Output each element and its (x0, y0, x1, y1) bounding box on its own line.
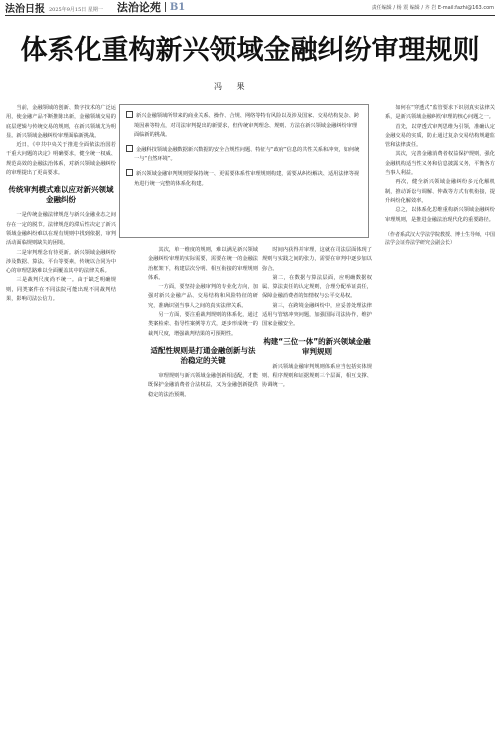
square-bullet-icon (126, 111, 133, 118)
paragraph: 第三，在跨境金融纠纷中，应妥善处理法律适用与管辖冲突问题，加强国际司法协作，维护国家金融安全。 (262, 302, 372, 328)
paragraph: 三是裁判尺度尚不统一。由于缺乏明确规则，同类案件在不同法院可能出现不同裁判结果，影响司法公信力。 (6, 277, 116, 303)
section-number: B1 (169, 1, 186, 13)
paragraph: 近日，《中共中央关于推进全面依法治国若干重大问题的决定》明确要求，健全统一权威、规范高效的金融法治体系，对新兴领域金融纠纷的审理提出了更高要求。 (6, 142, 116, 177)
abstract-box (119, 104, 369, 238)
header-rule (5, 15, 495, 16)
abstract-item: 金融科技领域金融数据新兴数据的安全合规性问题、特征与“政府”信息的共性关系和冲突，如何统一与“自然环境”。 (126, 145, 362, 165)
column-2 (148, 246, 258, 744)
editor-credits: 责任编辑 / 杨 震 编辑 / 齐 岩 E-mail:fazhi@163.com (371, 5, 494, 11)
paragraph: 其次，单一维度的规则，难以满足新兴领域金融纠纷审理的实际需要，需要在统一的金融法治框架下，构建层次分明、相互衔接的审理规则体系。 (148, 247, 258, 281)
paragraph: 审理规则与新兴领域金融创新相适配，才能既保护金融消费者合法权益，又为金融创新提供稳定的法治预期。 (148, 372, 258, 398)
abstract-item: 新兴领域金融审判规则要保持统一、更需要体系性审理规则构建，需要从纠纷解决、适用法律等视角进行统一完整的体系化构建。 (126, 169, 362, 189)
article-author: 冯 果 (214, 82, 251, 91)
paragraph: 总之，以体系化思维重构新兴领域金融纠纷审理规则，是推进金融法治现代化的重要路径。 (385, 207, 495, 223)
paragraph: 其次，完善金融消费者权益保护规则，强化金融机构适当性义务和信息披露义务，平衡各方当事人利益。 (385, 151, 495, 177)
section-subhead: 构建“三位一体”的新兴领域金融审判规则 (263, 336, 371, 356)
column-4 (385, 104, 495, 744)
paper-name: 法治日报 (5, 3, 45, 15)
paragraph: 再次，健全新兴领域金融纠纷多元化解机制，推动诉讼与调解、仲裁等方式有机衔接，提升纠纷化解效率。 (385, 179, 495, 204)
paragraph: 一是传统金融法律规范与新兴金融业态之间存在一定的脱节。法律规范的滞后性决定了新兴领域金融纠纷难以在现有规则中找到依据，审判活动面临规则缺失的困境。 (6, 212, 116, 247)
square-bullet-icon (126, 145, 133, 152)
paragraph: 首先，以穿透式审判思维为引领，准确认定金融交易的实质，防止通过复杂交易结构规避监管和法律责任。 (385, 123, 495, 149)
square-bullet-icon (126, 169, 133, 176)
article-headline: 体系化重构新兴领域金融纠纷审理规则 (20, 35, 480, 66)
paragraph: 一方面，要坚持金融审判的专业化方向，加强对新兴金融产品、交易结构和风险特征的研究，准确识别当事人之间的真实法律关系。 (148, 284, 258, 309)
paragraph: 当前，金融领域的创新、数字技术的广泛运用，使金融产品不断推陈出新，金融领域交易的底层逻辑与传统交易的规则，在新兴领域尤为明显。新兴领域金融纠纷审理面临新挑战。 (6, 105, 116, 139)
column-3 (262, 246, 372, 744)
section-subhead: 适配性规则是打通金融创新与法治稳定的关键 (150, 345, 256, 365)
paragraph: 第二，在数据与算法层面，应明确数据权属、算法责任的认定规则，合理分配举证责任，保障金融消费者的知情权与公平交易权。 (262, 274, 372, 300)
column-1 (6, 104, 116, 744)
paragraph: 时间内获得并审理，这就在司法层面体现了规则与实践之间的张力，需要在审判中逐步加以弥合。 (262, 247, 372, 272)
paragraph: 新兴领域金融审判规则体系应当包括实体规则、程序规则和证据规则三个层面，相互支撑、协调统一。 (262, 363, 372, 389)
issue-date: 2025年9月15日 星期一 (49, 7, 103, 13)
author-footnote: （作者系武汉大学法学院教授、博士生导师，中国法学会证券法学研究会副会长） (385, 231, 495, 246)
section-divider (165, 2, 166, 12)
section-subhead: 传统审判模式难以应对新兴领域金融纠纷 (8, 185, 114, 205)
abstract-item: 新兴金融领域所带来的商业关系、操作、合规、网络等特有风险以及涉及国家、交易结构复杂、跨境因素等特点，对司法审判提出的新要求，但传统审判理念、规则、方法在新兴领域金融纠纷审理面临新的挑战。 (126, 111, 362, 141)
paragraph: 另一方面，要注重裁判规则的体系化，通过类案检索、指导性案例等方式，逐步形成统一的裁判尺度，增强裁判结果的可预期性。 (148, 312, 258, 337)
section-name: 法治论苑 (116, 1, 161, 14)
paragraph: 二是审判理念有待更新。新兴领域金融纠纷涉及数据、算法、平台等要素，传统以合同为中心的审理思路难以全面覆盖其中的法律关系。 (6, 249, 116, 275)
paragraph: 如何在“穿透式”监管要求下识别真实法律关系，是新兴领域金融纠纷审理的核心问题之一。 (385, 105, 495, 121)
